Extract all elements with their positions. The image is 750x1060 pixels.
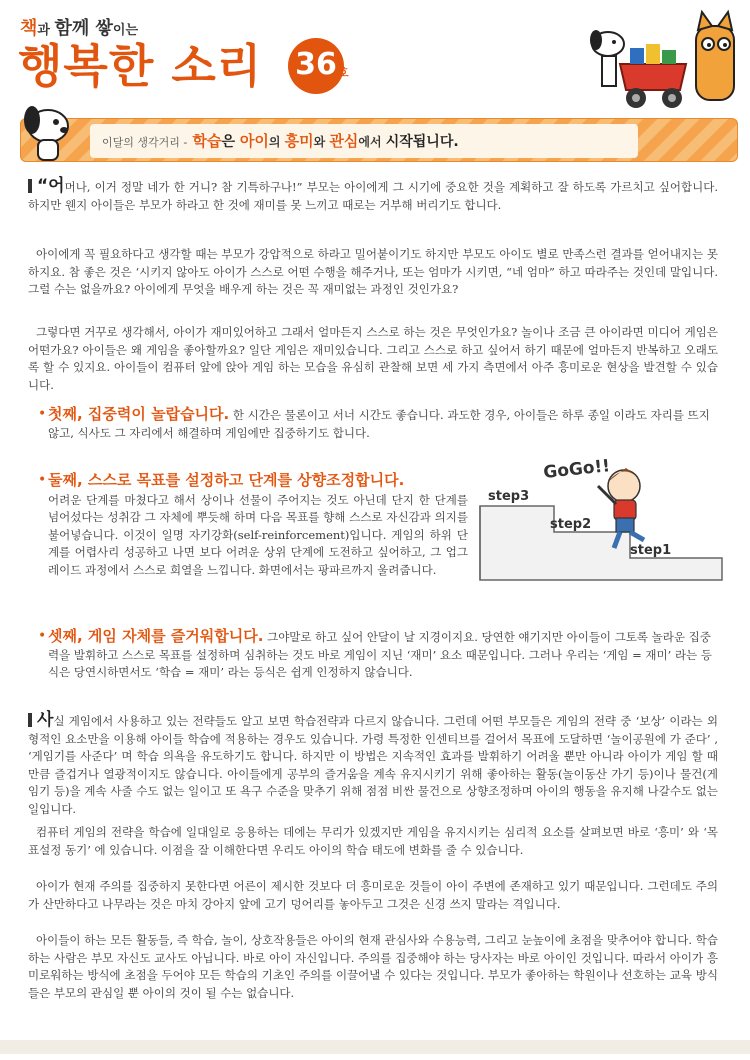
caption-part-b: 과 [37,23,55,38]
step3-label: step3 [488,489,530,504]
banner-word: 관심 [329,132,359,150]
banner-prefix: 이달의 생각거리 - [102,136,188,149]
point-3-text: 그야말로 하고 싶어 안달이 날 지경이지요. 당연한 얘기지만 아이들이 그토록 놀라운 집중력을 발휘하고 스스로 목표를 설정하며 심취하는 것도 바로 게임이 지닌 ‘재미’ 요소 때문입니다. 그러나 우리는 ‘게임 = 재미’ 라는 등식은 당연시하면서도 ‘학습 = 재미’ 라는 등식은 쉽게 인정하지 않습니다. [48,630,712,679]
page-footer-strip [0,1040,750,1054]
banner-word: 흥미 [284,132,314,150]
point-2-text: 어려운 단계를 마쳤다고 해서 상이나 선물이 주어지는 것도 아닌데 단지 한 단계를 넘어섰다는 성취감 그 자체에 뿌듯해 하며 다음 목표를 향해 스스로 자신감과 의지를 불어넣습니다. 이것이 일명 자기강화(self-reinforcement)입니다. 게임의 하위 단계를 어렵사리 성공하고 나면 보다 어려운 상위 단계에 도전하고 싶어하고, 그 업그레이드 과정에서 스스로 희열을 느낍니다. 화면에서는 팡파르까지 울려줍니다. [48,492,468,577]
banner-word: 은 [221,134,240,150]
banner-word: 아이 [239,132,269,150]
caption-part-c: 함께 쌓 [54,18,113,39]
issue-number-badge: 36 [288,38,344,94]
gogo-shout: GoGo!! [542,456,611,483]
intro-paragraph-1 [28,178,718,214]
intro-text-1: 머나, 이거 정말 네가 한 거니? 참 기특하구나!” 부모는 아이에게 그 시기에 중요한 것을 계획하고 잘 하도록 가르치고 싶어합니다. 하지만 웬지 아이들은 부모가 하라고 한 것에 재미를 못 느끼고 때로는 거부해 버리기도 합니다. [28,180,718,212]
intro-paragraph-3: 그렇다면 거꾸로 생각해서, 아이가 재미있어하고 그래서 얼마든지 스스로 하는 것은 무엇인가요? 놀이나 조금 큰 아이라면 미디어 게임은 어떤가요? 아이들은 왜 게임을 좋아할까요? 일단 게임은 재미있습니다. 그리고 스스로 하고 싶어서 하기 때문에 얼마든지 반복하고 오래도록 할 수 있지요. 아이들이 컴퓨터 앞에 앉아 게임 하는 모습을 유심히 관찰해 보면 세 가지 측면에서 아주 흥미로운 현상을 발견할 수 있습니다. [28,325,718,392]
issue-suffix: 호 [338,66,349,79]
point-3 [38,627,718,682]
point-3-heading: 셋째, 게임 자체를 즐거워합니다. [48,627,264,645]
banner-word: 의 [268,135,285,149]
closing-drop-text: 사 [37,710,54,730]
point-1-heading: 첫째, 집중력이 놀랍습니다. [48,405,230,423]
point-2-heading: 둘째, 스스로 목표를 설정하고 단계를 상향조정합니다. [48,471,405,489]
caption-part-a: 책 [20,18,38,39]
point-1-text: 한 시간은 물론이고 서너 시간도 좋습니다. 과도한 경우, 아이들은 하루 종일 이라도 자리를 뜨지 않고, 식사도 그 자리에서 해결하며 게임에만 집중하기도 합니다. [48,408,710,440]
banner-word: 시작됩니다. [385,134,459,150]
intro-drop-text: “어 [37,176,65,196]
closing-paragraph-3: 아이가 현재 주의를 집중하지 못한다면 어른이 제시한 것보다 더 흥미로운 것들이 아이 주변에 존재하고 있기 때문입니다. 그런데도 주의가 산만하다고 나무라는 것은 마치 강아지 앞에 고기 덩어리를 놓아두고 그것은 신경 쓰지 말라는 격입니다. [28,879,718,911]
section-marker [28,713,32,727]
steps-illustration [474,456,728,582]
bullet-dot: • [38,406,47,422]
point-2 [38,471,468,579]
dog-mascot-illustration [14,96,76,162]
banner-word: 학습 [192,132,222,150]
topic-banner [20,106,738,164]
closing-paragraph-4: 아이들이 하는 모든 활동들, 즉 학습, 놀이, 상호작용들은 아이의 현재 관심사와 수용능력, 그리고 눈높이에 초점을 맞추어야 합니다. 학습하는 사람은 부모 자신도 교사도 아닙니다. 바로 아이 자신입니다. 주의를 집중해야 하는 당사자는 바로 아이인 것입니다. 따라서 아이가 흥미로워하는 방식에 초점을 두어야 모든 학습의 기초인 주의를 이끌어낼 수 있다는 것입니다. 부모가 좋아하는 학원이나 선호하는 교육 방식들은 부모의 관심일 뿐 아이의 것이 될 수는 없습니다. [28,933,718,1000]
dog-cart-illustration [586,4,742,116]
closing-paragraph-2: 컴퓨터 게임의 전략을 학습에 일대일로 응용하는 데에는 무리가 있겠지만 게임을 유지시키는 심리적 요소를 살펴보면 바로 ‘흥미’ 와 ‘목표설정 동기’ 에 있습니다. 이점을 잘 이해한다면 우리도 아이의 학습 태도에 변화를 줄 수 있습니다. [28,825,718,857]
newsletter-title: 행복한 소리 [18,39,263,93]
bullet-dot: • [38,472,47,488]
closing-text-1: 실 게임에서 사용하고 있는 전략들도 알고 보면 학습전략과 다르지 않습니다. 그런데 어떤 부모들은 게임의 전략 중 ‘보상’ 이라는 외형적인 요소만을 이용해 아이들 학습에 적용하는 경우도 있습니다. 가령 특정한 인센티브를 걸어서 목표에 도달하면 ‘놀이공원에 가 준다’ , ‘게임기를 사준다’ 며 학습 의욕을 유도하기도 합니다. 하지만 이 방법은 지속적인 효과를 발휘하기 어려울 뿐만 아니라 아이가 게임 할 때만큼 즐겁거나 열광적이지도 않습니다. 아이들에게 공부의 즐거움을 계속 유지시키기 위해 좋아하는 활동(놀이동산 가기 등)이나 물건(게임기 등)을 계속 사줄 수도 없는 일이고 또 욕구 수준을 맞추기 위해 점점 비싼 물건으로 상향조정하며 아이의 행동을 유지해 나갈수도 없는 일입니다. [28,714,718,816]
step1-label: step1 [630,543,672,558]
section-marker [28,179,32,193]
banner-word: 와 [313,135,330,149]
bullet-dot: • [38,628,47,644]
banner-word: 에서 [358,135,386,149]
banner-text [90,124,638,158]
point-1 [38,405,718,442]
caption-part-d: 이는 [112,23,139,38]
intro-paragraph-2: 아이에게 꼭 필요하다고 생각할 때는 부모가 강압적으로 하라고 밀어붙이기도 하지만 부모도 아이도 별로 만족스런 결과를 얻어내지는 못하지요. 참 좋은 것은 ‘시키지 않아도 아이가 스스로 어떤 수행을 해주거나, 또는 엄마가 시키면, “네 엄마” 하고 따라주는 것인데 말입니다. 그럴 수는 없을까요? 아이에게 무엇을 배우게 하는 것은 꼭 재미없는 과정인 것인가요? [28,247,718,296]
closing-paragraph-1 [28,712,718,818]
step2-label: step2 [550,517,592,532]
